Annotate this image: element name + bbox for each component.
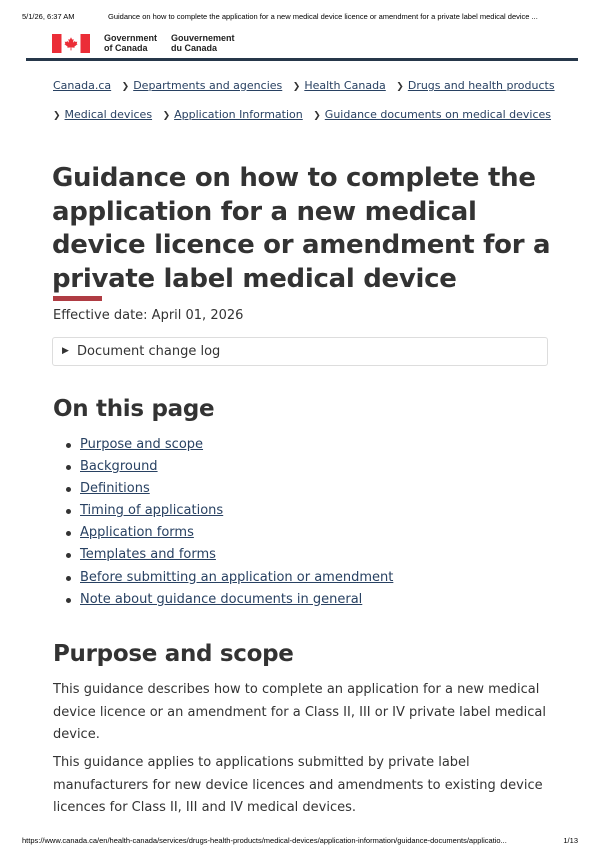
toc-item [63,500,393,522]
change-log-label: Document change log [77,344,221,359]
toc-link-definitions[interactable]: Definitions [80,481,150,497]
breadcrumb-item-application-info [163,108,303,121]
wordmark-english: Government of Canada [104,33,158,53]
toc-link-application-forms[interactable]: Application forms [80,525,194,541]
breadcrumb-link-medical-devices[interactable]: Medical devices [64,108,153,121]
wordmark [104,33,249,53]
breadcrumb-link-canada[interactable]: Canada.ca [53,79,112,92]
document-change-log-toggle[interactable] [52,337,548,366]
paragraph: This guidance describes how to complete an application for a new medical device licence or an amendment for a Class II, III or IV private label medical device. [53,682,546,742]
toc-link-timing[interactable]: Timing of applications [80,503,224,519]
effective-date: Effective date: April 01, 2026 [53,308,244,323]
title-accent-rule [53,296,102,301]
chevron-right-icon: ❯ [162,111,171,121]
breadcrumb-link-application-info[interactable]: Application Information [174,108,303,121]
print-datetime: 5/1/26, 6:37 AM [22,12,75,21]
triangle-right-icon: ▶ [62,346,69,356]
breadcrumb-link-guidance-docs[interactable]: Guidance documents on medical devices [324,108,552,121]
table-of-contents [63,434,393,611]
chevron-right-icon: ❯ [396,82,404,92]
print-page-number: 1/13 [563,836,578,845]
breadcrumb [53,79,562,92]
toc-item [63,456,393,478]
page-title: Guidance on how to complete the application for a new medical device licence or amendment for a private label medical device [52,163,551,294]
print-url: https://www.canada.ca/en/health-canada/services/drugs-health-products/medical-devices/application-information/guidance-documents/applicatio... [22,836,507,845]
toc-link-templates[interactable]: Templates and forms [80,547,216,563]
header-rule [26,58,578,61]
toc-heading: On this page [53,396,215,422]
breadcrumb-link-departments[interactable]: Departments and agencies [133,79,283,92]
chevron-right-icon: ❯ [292,82,301,92]
breadcrumb-link-drugs[interactable]: Drugs and health products [407,79,555,92]
chevron-right-icon: ❯ [313,111,321,121]
chevron-right-icon: ❯ [121,82,130,92]
wordmark-french: Gouvernement du Canada [171,33,235,53]
toc-item [63,589,393,611]
breadcrumb-item-departments [122,79,283,92]
section-heading-purpose: Purpose and scope [53,641,294,667]
canada-flag-icon [52,34,90,53]
toc-link-before-submitting[interactable]: Before submitting an application or amendment [80,569,394,585]
breadcrumb-item-drugs [396,79,554,92]
breadcrumb-item-health-canada [293,79,386,92]
government-of-canada-signature[interactable] [52,33,249,53]
breadcrumb-item-canada [53,79,111,92]
toc-item [63,522,393,544]
breadcrumb-item-guidance-docs [313,108,551,121]
toc-item [63,544,393,566]
toc-item [63,434,393,456]
breadcrumb-link-health-canada[interactable]: Health Canada [304,79,386,92]
toc-link-purpose[interactable]: Purpose and scope [80,437,204,452]
print-footer [22,836,584,845]
breadcrumb-item-medical-devices [53,108,152,121]
paragraph: This guidance applies to applications submitted by private label manufacturers for new device licences and amendments to existing device licences for Class II, III and IV medical devices. [53,755,543,815]
chevron-right-icon: ❯ [53,111,61,121]
toc-item [63,478,393,500]
toc-link-note-guidance[interactable]: Note about guidance documents in general [80,591,363,607]
print-header [22,12,584,21]
breadcrumb-row-2 [53,108,558,121]
print-page-title: Guidance on how to complete the application for a new medical device licence or amendment for a private label medical device ... [108,12,538,21]
toc-item [63,567,393,589]
toc-link-background[interactable]: Background [80,459,158,475]
